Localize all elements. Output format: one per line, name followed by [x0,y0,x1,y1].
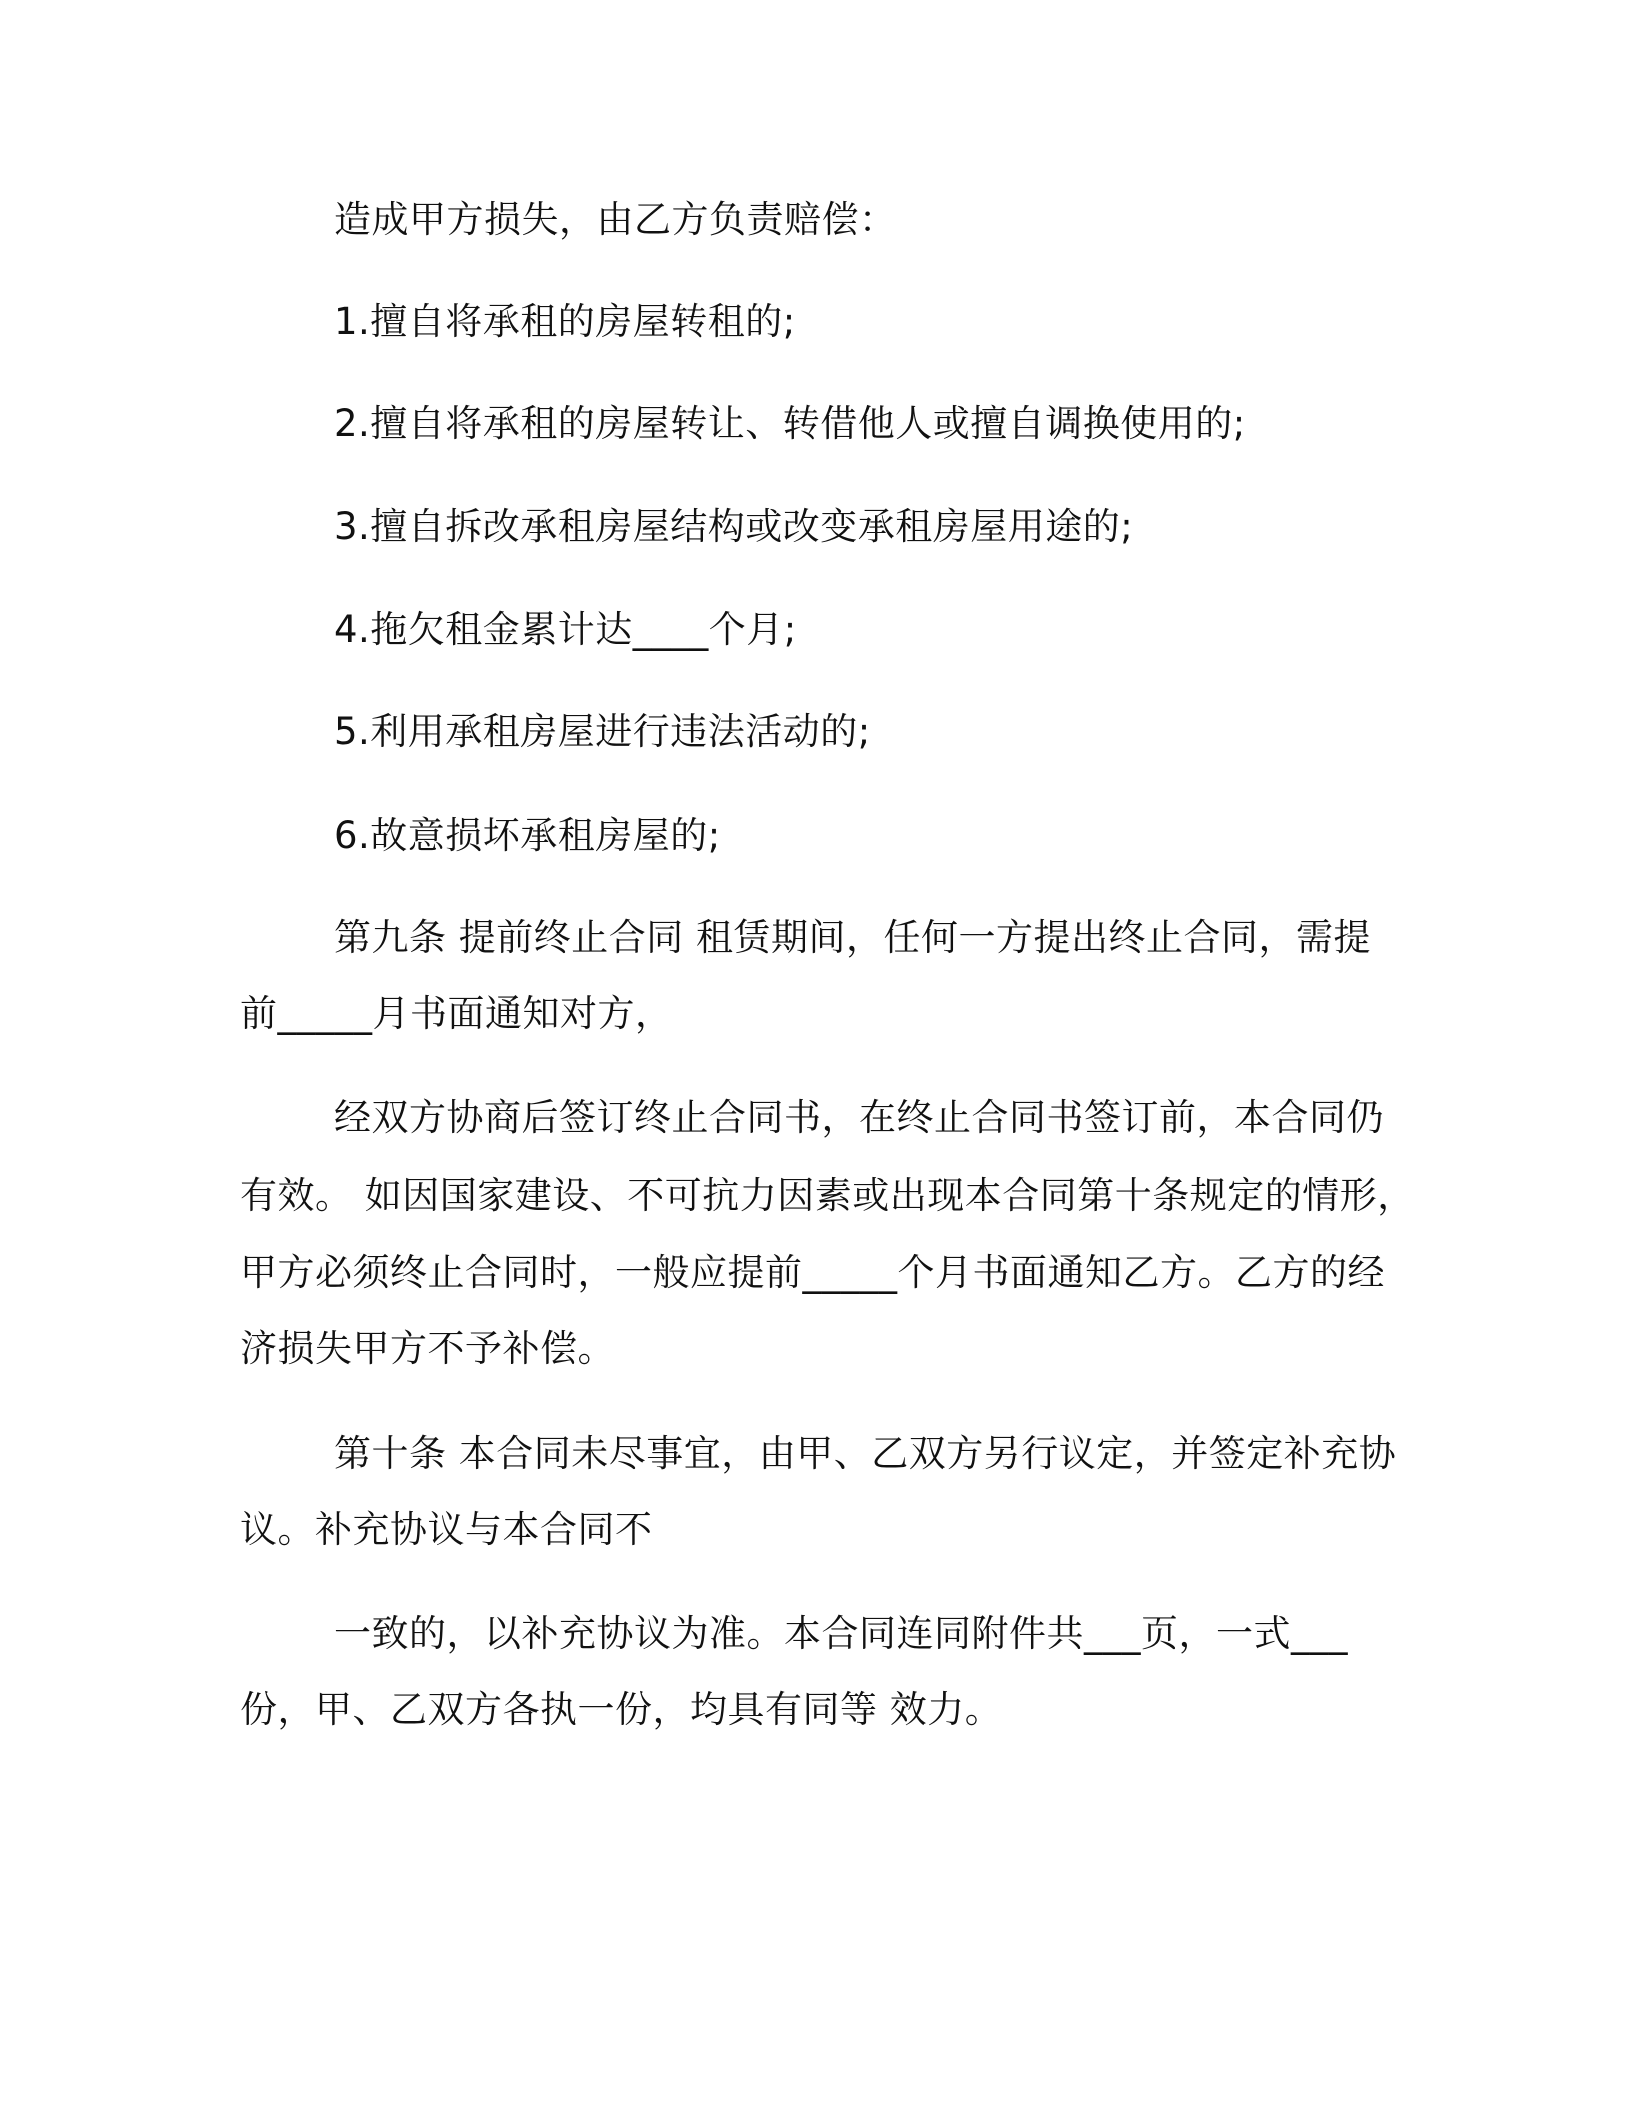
article-9-line-2: 前_____月书面通知对方， [240,992,673,1035]
paragraph-line-4: 济损失甲方不予补偿。 [240,1327,615,1370]
list-item-3: 3.擅自拆改承租房屋结构或改变承租房屋用途的; [334,505,1134,548]
article-10-line-2: 议。补充协议与本合同不 [240,1508,653,1551]
closing-line-1: 一致的，以补充协议为准。本合同连同附件共___页，一式___ [334,1612,1348,1655]
list-item-2: 2.擅自将承租的房屋转让、转借他人或擅自调换使用的; [334,402,1246,445]
paragraph-line-2: 有效。 如因国家建设、不可抗力因素或出现本合同第十条规定的情形， [240,1174,1415,1217]
list-item-4: 4.拖欠租金累计达____个月; [334,608,797,651]
list-item-6: 6.故意损坏承租房屋的; [334,814,721,857]
article-9-line-1: 第九条 提前终止合同 租赁期间，任何一方提出终止合同，需提 [334,916,1372,959]
article-10-line-1: 第十条 本合同未尽事宜，由甲、乙双方另行议定，并签定补充协 [334,1432,1397,1475]
list-item-5: 5.利用承租房屋进行违法活动的; [334,710,871,753]
text-line-1: 造成甲方损失，由乙方负责赔偿： [334,198,897,241]
paragraph-line-3: 甲方必须终止合同时，一般应提前_____个月书面通知乙方。乙方的经 [240,1251,1385,1294]
list-item-1: 1.擅自将承租的房屋转租的; [334,300,796,343]
paragraph-line-1: 经双方协商后签订终止合同书，在终止合同书签订前，本合同仍 [334,1096,1384,1139]
closing-line-2: 份，甲、乙双方各执一份，均具有同等 效力。 [240,1688,1003,1731]
